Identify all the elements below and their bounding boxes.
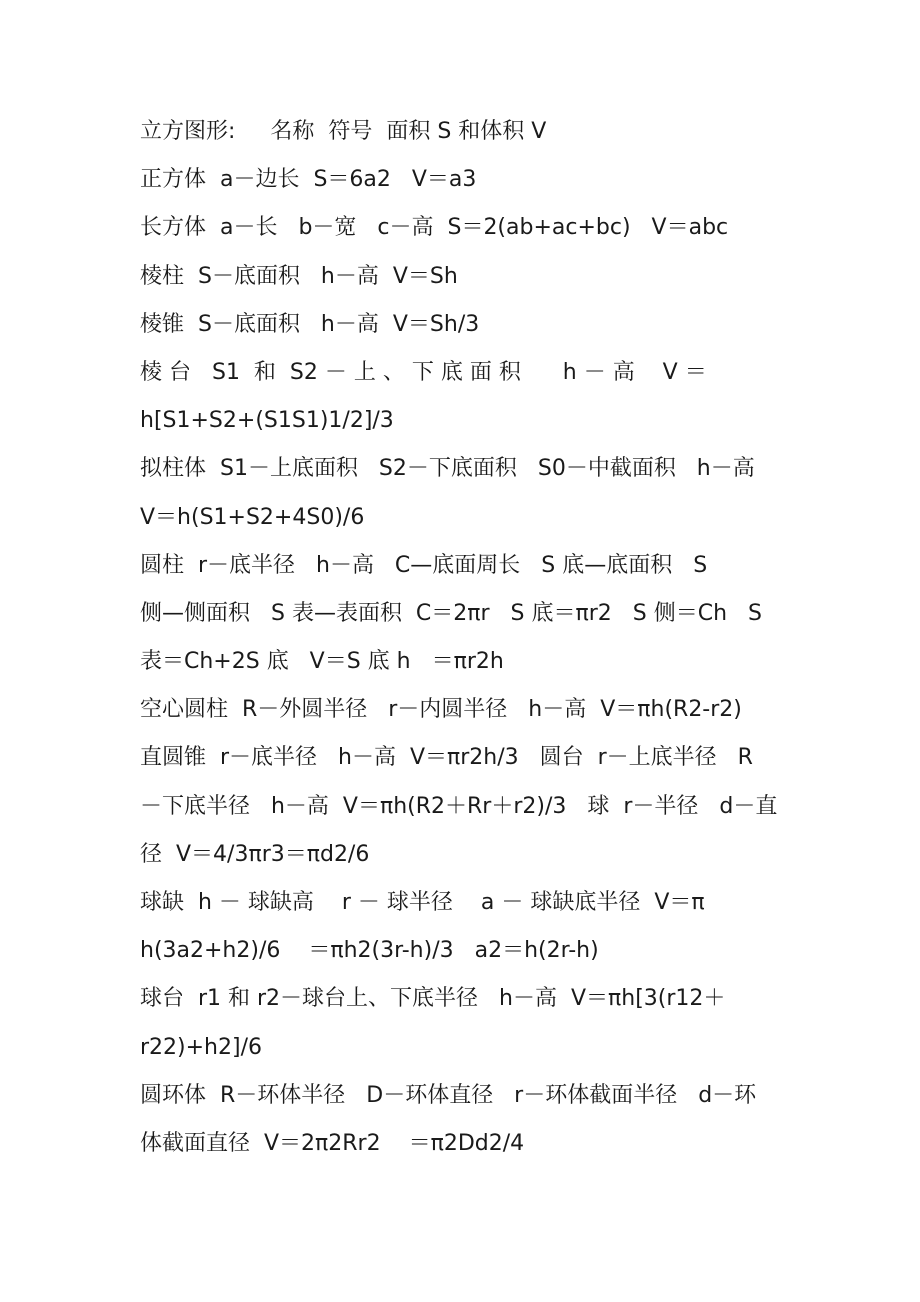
text-line-frustum-formula: h[S1+S2+(S1S1)1/2]/3 — [140, 408, 394, 434]
text-line-prism: 棱柱 S－底面积 h－高 V＝Sh — [140, 263, 458, 289]
text-line-cylinder-lateral: 侧—侧面积 S 表—表面积 C＝2πr S 底＝πr2 S 侧＝Ch S — [140, 600, 762, 626]
text-line-pyramid: 棱锥 S－底面积 h－高 V＝Sh/3 — [140, 311, 480, 337]
text-line-spherical-cap: 球缺 h － 球缺高 r － 球半径 a － 球缺底半径 V＝π — [140, 890, 705, 915]
text-line-torus: 圆环体 R－环体半径 D－环体直径 r－环体截面半径 d－环 — [140, 1082, 757, 1108]
text-line-solid-shapes-header: 立方图形: 名称 符号 面积 S 和体积 V — [140, 119, 547, 144]
text-line-spherical-segment: 球台 r1 和 r2－球台上、下底半径 h－高 V＝πh[3(r12＋ — [140, 986, 726, 1012]
text-line-prismatoid: 拟柱体 S1－上底面积 S2－下底面积 S0－中截面积 h－高 — [140, 456, 755, 482]
text-line-cylinder: 圆柱 r－底半径 h－高 C—底面周长 S 底—底面积 S — [140, 552, 708, 578]
formula-text-block — [140, 108, 830, 1168]
text-line-cone: 直圆锥 r－底半径 h－高 V＝πr2h/3 圆台 r－上底半径 R — [140, 745, 753, 771]
text-line-cuboid: 长方体 a－长 b－宽 c－高 S＝2(ab+ac+bc) V＝abc — [140, 215, 729, 241]
text-line-cylinder-surface: 表＝Ch+2S 底 V＝S 底 h ＝πr2h — [140, 649, 504, 675]
text-line-frustum: 棱 台 S1 和 S2 － 上 、 下 底 面 积 h － 高 V ＝ — [140, 359, 707, 385]
text-line-sphere-formula: 径 V＝4/3πr3＝πd2/6 — [140, 841, 370, 867]
text-line-spherical-cap-formula: h(3a2+h2)/6 ＝πh2(3r-h)/3 a2＝h(2r-h) — [140, 938, 599, 964]
text-line-spherical-segment-formula: r22)+h2]/6 — [140, 1034, 262, 1060]
text-line-torus-formula: 体截面直径 V＝2π2Rr2 ＝π2Dd2/4 — [140, 1130, 525, 1156]
text-line-prismatoid-formula: V＝h(S1+S2+4S0)/6 — [140, 504, 365, 530]
text-line-truncated-cone-sphere: －下底半径 h－高 V＝πh(R2＋Rr＋r2)/3 球 r－半径 d－直 — [140, 793, 778, 819]
text-line-hollow-cylinder: 空心圆柱 R－外圆半径 r－内圆半径 h－高 V＝πh(R2-r2) — [140, 697, 742, 723]
text-line-cube: 正方体 a－边长 S＝6a2 V＝a3 — [140, 167, 477, 193]
